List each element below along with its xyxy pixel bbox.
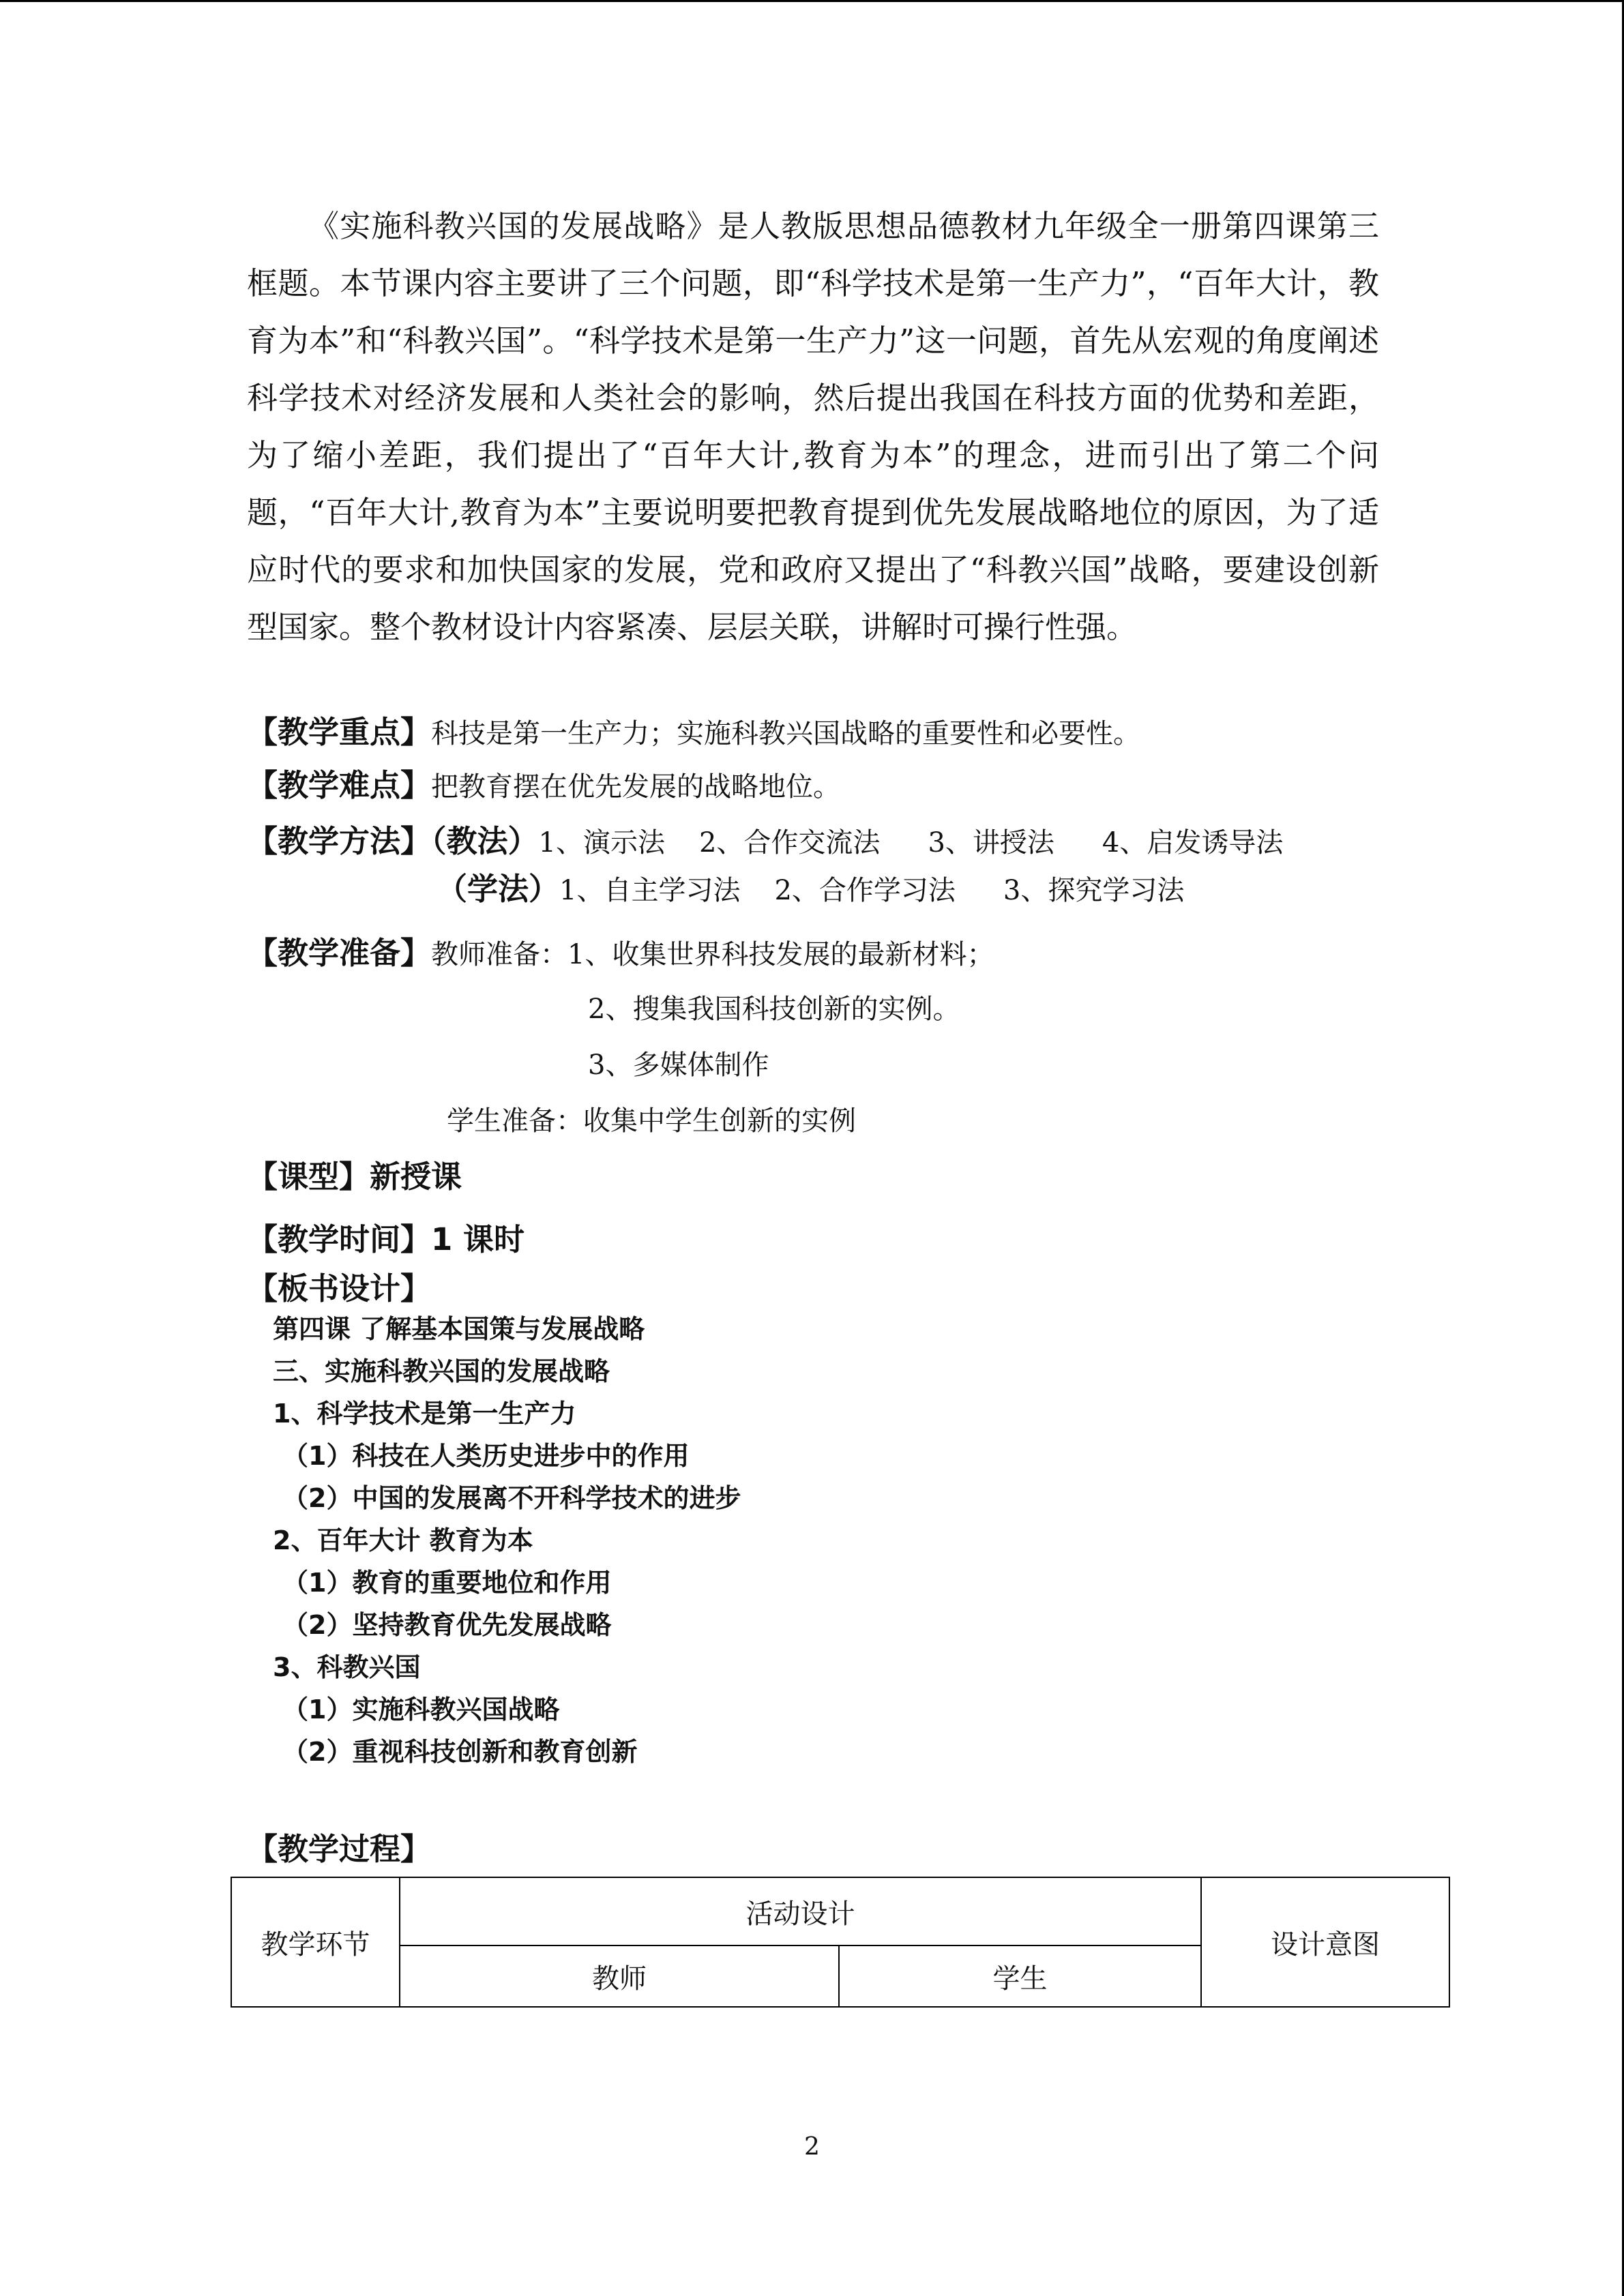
key-points-label: 【教学重点】 [247,714,432,750]
board-design-title [247,1270,431,1309]
learn-method-2: 2、合作学习法 [774,875,956,906]
teaching-process-table [231,1877,1450,2008]
table-header-student: 学生 [839,1945,1201,2007]
lesson-time [247,1221,525,1260]
key-points-text: 科技是第一生产力；实施科教兴国战略的重要性和必要性。 [431,718,1141,749]
key-points [247,713,1140,753]
board-line: （2）重视科技创新和教育创新 [282,1737,638,1767]
learn-method-1: 1、自主学习法 [559,875,741,906]
process-title-text: 【教学过程】 [247,1831,432,1867]
teacher-prep-1: 教师准备：1、收集世界科技发展的最新材料； [431,939,994,970]
board-line: 第四课 了解基本国策与发展战略 [273,1314,645,1344]
board-design-title-text: 【板书设计】 [247,1270,432,1307]
board-line: （1）实施科教兴国战略 [282,1695,560,1725]
process-title [247,1830,431,1870]
top-border-line [0,0,1624,2]
teaching-methods [247,822,1283,862]
board-line: 1、科学技术是第一生产力 [273,1399,576,1429]
table-header-activity: 活动设计 [400,1877,1201,1945]
difficult-points [247,766,840,806]
teacher-prep-2: 2、搜集我国科技创新的实例。 [588,994,960,1025]
board-line: （1）科技在人类历史进步中的作用 [282,1441,690,1471]
board-line: 2、百年大计 教育为本 [273,1525,533,1555]
teach-method-4: 4、启发诱导法 [1102,827,1284,859]
lesson-time-text: 【教学时间】1 课时 [247,1221,525,1257]
board-design [273,1308,741,1773]
table-header-teacher: 教师 [400,1945,839,2007]
teaching-methods-label: 【教学方法】 [247,823,432,859]
teach-method-2: 2、合作交流法 [698,827,881,859]
lesson-type-text: 【课型】新授课 [247,1159,462,1195]
learn-method-label: （学法） [437,871,560,907]
teach-method-3: 3、讲授法 [928,827,1054,859]
teach-method-1: 1、演示法 [538,827,665,859]
teach-method-label: （教法） [431,823,539,859]
board-line: 3、科教兴国 [273,1652,421,1682]
intro-text: 《实施科教兴国的发展战略》是人教版思想品德教材九年级全一册第四课第三框题。本节课内容主要讲了三个问题，即“科学技术是第一生产力”，“百年大计，教育为本”和“科教兴国”。“科学技术是第一生产力”这一问题，首先从宏观的角度阐述科学技术对经济发展和人类社会的影响，然后提出我国在科技方面的优势和差距，为了缩小差距，我们提出了“百年大计,教育为本”的理念，进而引出了第二个问题，“百年大计,教育为本”主要说明要把教育提到优先发展战略地位的原因，为了适应时代的要求和加快国家的发展，党和政府又提出了“科教兴国”战略，要建设创新型国家。整个教材设计内容紧凑、层层关联，讲解时可操行性强。 [247,208,1379,645]
difficult-points-text: 把教育摆在优先发展的战略地位。 [431,771,841,803]
board-line: （2）中国的发展离不开科学技术的进步 [282,1483,741,1513]
difficult-points-label: 【教学难点】 [247,767,432,803]
teaching-preparation-label: 【教学准备】 [247,935,432,971]
board-line: （2）坚持教育优先发展战略 [282,1610,612,1640]
student-prep: 学生准备：收集中学生创新的实例 [447,1105,856,1137]
lesson-type [247,1158,462,1197]
page-number: 2 [804,2133,820,2161]
board-line: （1）教育的重要地位和作用 [282,1568,612,1598]
teaching-preparation [247,934,994,974]
learning-methods [437,870,1184,910]
learn-method-3: 3、探究学习法 [1003,875,1185,906]
table-header-intent: 设计意图 [1201,1877,1449,2007]
board-line: 三、实施科教兴国的发展战略 [273,1356,610,1386]
teacher-prep-3: 3、多媒体制作 [588,1049,769,1081]
intro-paragraph [247,198,1379,656]
table-header-stage: 教学环节 [231,1877,400,2007]
